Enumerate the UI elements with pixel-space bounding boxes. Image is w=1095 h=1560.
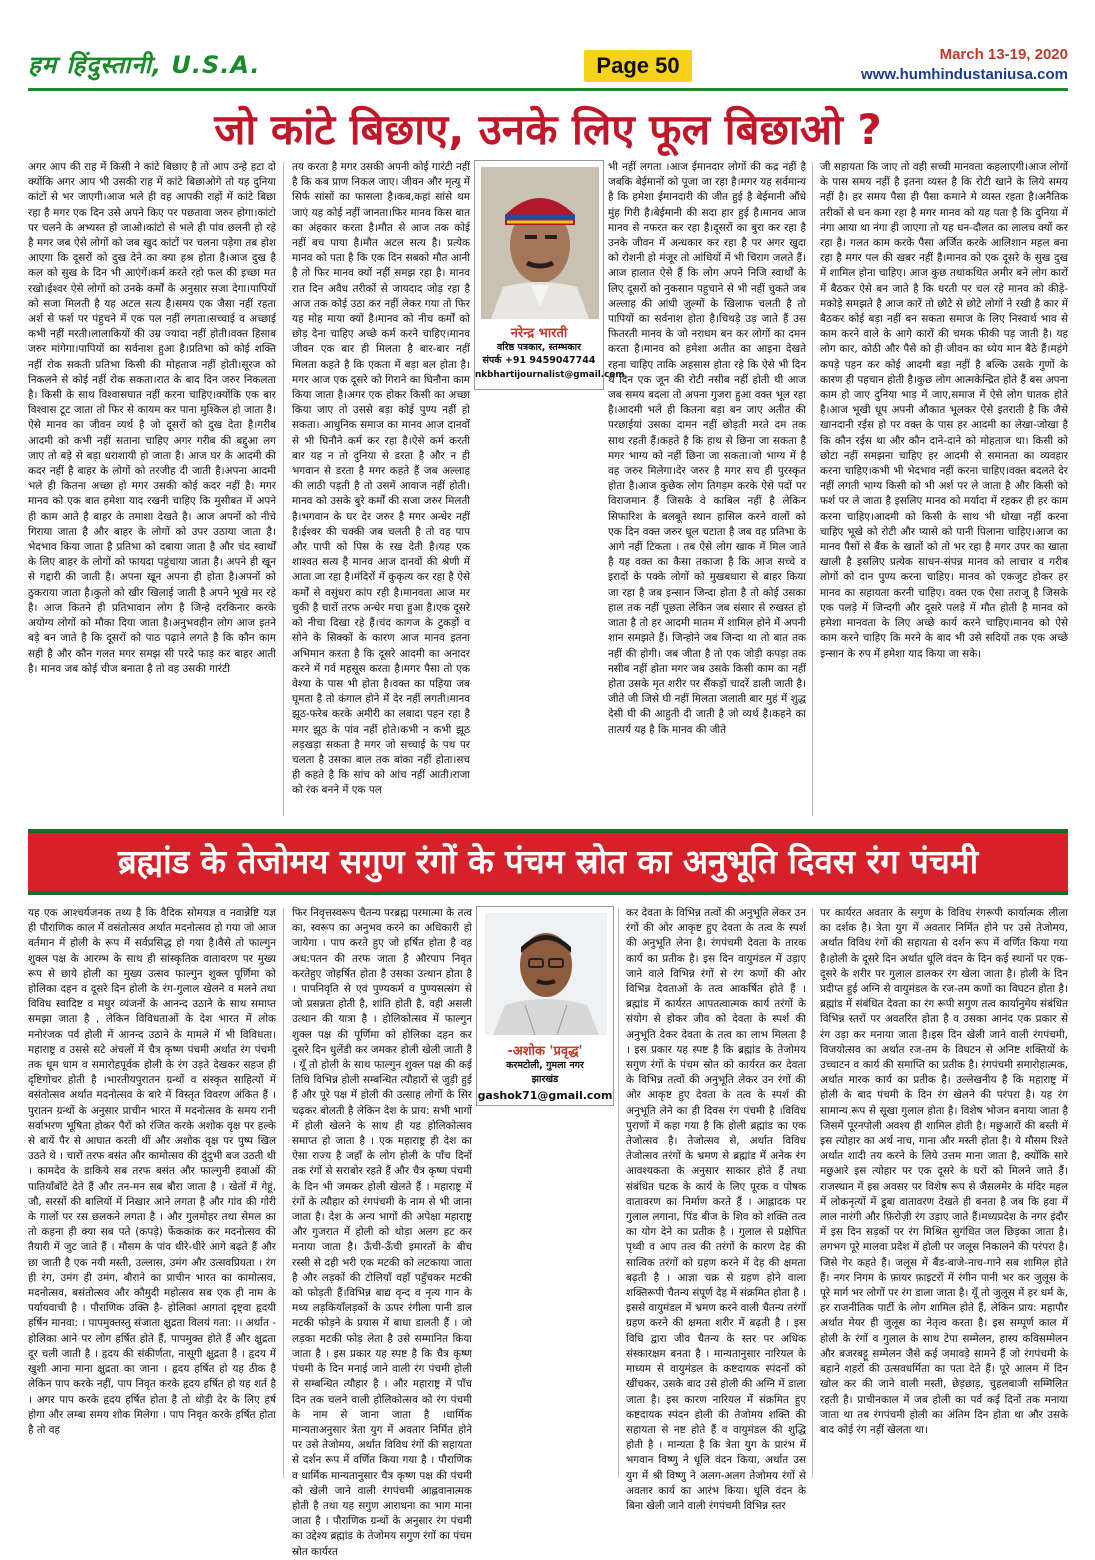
- article1-author-phone: संपर्क +91 9459047744: [482, 355, 596, 366]
- article1-column-2: तय करता है मगर उसकी अपनी कोई गारंटी नहीं है कि कब प्राण निकल जाए। जीवन और मृत्यु में सिर्फ सांसों का फासला है।कब,कहां सांसे थम जाएं यह कोई नहीं जानता।फिर मानव किस बात का अंहकार करता है।मौत से आज तक कोई नहीं बच पाया है।मौत अटल सत्य है। प्रत्येक मानव को पता है कि एक दिन सबको मौत आनी है तो फिर मानव क्यों नहीं समझ रहा है। मानव रात दिन अवैध तरीकों से जायदाद जोड़ रहा है आज तक कोई उठा कर नहीं लेकर गया तो फिर यह मोह माया क्यों है।मानव को नीच कर्मों को छोड़ देना चाहिए अच्छे कर्म करने चाहिए।मानव जीवन एक बार ही मिलता है बार-बार नहीं मिलता कहते है कि एकता में बड़ा बल होता है। मगर आज एक दूसरे को गिराने का घिनौना काम किया जाता है।अगर एक होकर किसी का अच्छा किया जाए तो उससे बड़ा कोई पुण्य नहीं हो सकता। आधुनिक समाज का मानव आज दानवों से भी घिनौने कर्म कर रहा है।ऐसे कर्म करती बार यह न तो दुनिया से डरता है और न ही भगवान से डरता है मगर कहते हैं जब अल्लाह की लाठी पड़ती है तो उसमें आवाज नहीं होती।मानव को उसके बुरे कर्मों की सजा जरुर मिलती है।भगवान के घर देर जरुर है मगर अन्धेर नहीं है।ईश्वर की चक्की जब चलती है तो वह पाप और पापी को पिस के रख देती है।यह एक शाश्वत सत्य है मानव आज दानवों की श्रेणी में आता जा रहा है।मंदिरों में कुकृत्य कर रहा है ऐसे कर्मों से वसुंधरा कांप रही है।मानवता आज मर चुकी है चारों तरफ अन्धेर मचा हुआ है।एक दूसरे को नीचा दिखा रहे हैं।चंद कागज के टुकड़ों व सोने के सिक्कों के कारण आज मानव इतना अभिमान करता है कि दूसरे आदमी का अनादर करने में गर्व महसूस करता है।मगर पैसा तो एक वेश्या के पास भी होता है।वक्त का पहिया जब घूमता है तो कंगाल होने में देर नहीं लगती।मानव झूठ-फरेब करके अमीरी का लबादा पहन रहा है मगर झूठ के पांव नहीं होते।कभी न कभी झूठ लड़खड़ा सकता है मगर जो सच्चाई के पथ पर चलता है उसका बाल तक बांका नहीं होता।सच ही कहते है कि सांच को आंच नहीं आती।राजा को रंक बनने में एक पल: [292, 161, 470, 797]
- column-divider: [283, 908, 284, 1478]
- article1-author-designation: वरिष्ठ पत्रकार, स्तम्भकार: [496, 342, 581, 353]
- column-divider: [618, 908, 619, 1478]
- article1-headline: जो कांटे बिछाए, उनके लिए फूल बिछाओ ?: [214, 105, 882, 154]
- article1-author-email: nkbhartijournalist@gmail.com: [475, 370, 625, 380]
- page-number: Page 50: [584, 50, 692, 82]
- column-divider: [812, 162, 813, 816]
- article1-column-3: भी नहीं लगता ।आज ईमानदार लोगों की कद्र नहीं है जबकि बेईमानों को पूजा जा रहा है।मगर यह सर्वमान्य है कि हमेशा ईमानदारी की जीत हुई है बेईमानी औंधे मुंह गिरी है।बेईमानी की सदा हार हुई है।मानव आज मानव से नफरत कर रहा है।दूसरों का बुरा कर रहा है उनके जीवन में अन्धकार कर रहा है पर अगर खुदा को रोशनी हो मंजूर तो आंधियों में भी चिराग जलते हैं।आज हालात ऐसे हैं कि लोग अपने निजि स्वार्थों के लिए दूसरों को नुकसान पहुचाने से भी नहीं चुकते जब अल्लाह की आंधी ज़ुल्मों के खिलाफ चलती है तो पापियों का सर्वनाश होता है।चिथड़े उड़ जाते हैं उस फितरती मानव के जो नराधम बन कर लोगों का दमन करता है।मानव को हमेशा अतीत का आइना देखते रहना चाहिए ताकि अहसास होता रहे कि ऐसे भी दिन थे दिन एक जून की रोटी नसीब नहीं होती थी आज जब समय बदला तो अपना गुजरा हुआ वक्त भूल रहा है।आदमी भले ही कितना बड़ा बन जाए अतीत की परछाईयां उसका दामन नहीं छोड़ती मरते दम तक साथ रहती हैं।कहते है कि हाथ से छिना जा सकता है मगर भाग्य को नहीं छिना जा सकता।जो भाग्य में है वह जरुर मिलेगा।देर जरुर है मगर सच ही पुरस्कृत होता है।आज कुछेक लोग तिगड़म करके ऐसे पदों पर विराजमान हैं जिसके वे काबिल नहीं है लेकिन सिफारिश के बलबूते स्थान हासिल करने वालों को एक दिन वक्त जरुर धूल चटाता है जब वह प्रतिभा के आगे नहीं टिकता । तब ऐसे लोग खाक में मिल जाते है यह वक्त का कैसा तकाजा है कि आज सच्चे व इरादों के पक्के लोगों को मुखबधारा से बाहर किया जा रहा है जब इन्सान जिन्दा होता है तो कोई उसका हाल तक नहीं पूछता लेकिन जब संसार से रुखस्त हो जाता है तो हर आदमी मातम में शामिल होने में अपनी शान समझते हैं। जिन्होने जब जिन्दा था तो बात तक नहीं की होगी। जब जीता है तो एक जोड़ी कपड़ा तक नसीब नहीं होता मगर जब उसके किसी काम का नहीं होता उसके मृत शरीर पर सैंकड़ों चादरें डाली जाती है।जीते जी जिसे घी नहीं मिलता जलाती बार मुहं में शुद्ध देसी घी की आहुती दी जाती है जो व्यर्थ है।कहने का तात्पर्य यह है कि मानव की जीते: [608, 161, 806, 736]
- article1-author-box: [474, 160, 625, 390]
- article2-author-email: gashok71@gmail.com: [477, 1089, 613, 1102]
- article1-column-4: जी सहायता कि जाए तो वही सच्ची मानवता कहलाएगी।आज लोगों के पास समय नहीं है इतना व्यस्त है कि रोटी खाने के लिये समय नहीं है। हर समय पैसा ही पैसा कमाने मे व्यस्त रहता है।अनैतिक तरीकों से धन कमा रहा है मगर मानव को यह पता है कि दुनिया में नंगा आया था नंगा ही जाएगा तो यह धन-दौलत का लालच क्यों कर रहा है। गलत काम करके पैसा अर्जित करके आलिशान महल बना रहा है मगर पल की खबर नहीं है।मानव को एक दूसरे के सुख दुख में शामिल होना चाहिए। आज कुछ तथाकथित अमीर बने लोग कारों में बैठकर ऐसे बन जाते है कि धरती पर चल रहे मानव को कीड़े-मकोड़े समझते है आज कारें तो छोटे से छोटे लोगों ने रखी है कार में बैठकर कोई बड़ा नहीं बन सकता समाज के लिए निस्वार्थ भाव से काम करने वाले के आगे कारों की चमक फीकी पड़ जाती है। यह लोग कार, कोठी और पैसे को ही जीवन का ध्येय मान बैठे हैं।महंगे कपड़े पहन कर कोई आदमी बड़ा नहीं है बल्कि उसके गुणों के कारण ही पहचान होती है।कुछ लोग आत्मकेन्द्रित होते हैं बस अपना काम हो जाए दुनिया भाड़ में जाए,समाज में ऐसे लोग घातक होते है।आज भूखी धूप अपनी औकात भूलकर ऐसे इतराती है कि जैसे खानदानी रईस हो पर वक्त के पास हर आदमी का लेखा-जोखा है कि कौन रईस था और कौन दाने-दाने को मोहताज था। किसी को छोटा नहीं समझना चाहिए हर आदमी से समानता का व्यवहार करना चाहिए।कभी भी भेदभाव नहीं करना चाहिए।वक्त बदलते देर नहीं लगती भाग्य किसी को भी अर्श पर ले जाता है और किसी को फर्श पर ले जाता है इसलिए मानव को मर्यादा में रहकर ही हर काम करना चाहिए।आदमी को किसी के साथ भी धोखा नहीं करना चाहिए भूखे को रोटी और प्यासे को पानी पिलाना चाहिए।आज का मानव पैसों से बैंक के खातों को तो भर रहा है मगर उपर का खाता खाली है इसलिए प्रत्येक साधन-संपन्न मानव को लाचार व गरीब लोगों को दान पुण्य करना चाहिए। मानव को एकजुट होकर हर मानव का सहायता करनी चाहिए। वक्त एक ऐसा तराजू है जिसके एक पलड़े में जिन्दगी और दूसरे पलड़े में मौत होती है मानव को हमेशा मानवता के लिए अच्छे कार्य करने चाहिए।मानव को ऐसे काम करने चाहिए कि मरने के बाद भी उसे सदियों तक एक अच्छे इन्सान के रुप में हमेशा याद किया जा सके।: [820, 161, 1068, 660]
- author-photo: [485, 913, 607, 1035]
- column-divider: [283, 162, 284, 816]
- article1-column-1: अगर आप की राह में किसी ने कांटे बिछाए है तो आप उन्हे हटा दो क्योंकि अगर आप भी उसकी राह में कांटे बिछाओगे तो यह दुनिया कांटों से भर जाएगी।आज भले ही वह आपकी राहों में कांटे बिछा रहा है मगर एक दिन उसे अपने किए पर पछतावा जरुर होगा।कांटो पर चलने के अभ्यस्त हो जाओ।कांटो से भले ही पांव छलनी हो रहे है मगर जब ऐसे लोगों को जब खुद कांटों पर चलना पड़ेगा तब होश आएगा कि दूसरों को दुख देने का क्या हश्र होता है।आज दुख है कल को सुख के दिन भी आएंगें।कर्म करते रहो फल की इच्छा मत रखो।ईश्वर ऐसे लोगों को उनके कर्मों के अनुसार सजा देगा।पापियों को सजा मिलती है यह अटल सत्य है।समय एक जैसा नहीं रहता अर्श से फर्श पर पंहुचने में एक पल नहीं लगता।सच्चाई व अच्छाई कभी नहीं मरती।लालाकियों की उम्र ज्यादा नहीं होती।वक्त हिसाब जरुर मांगेगा।पापियों का सर्वनाश हुआ है।प्रतिभा को कोई शक्ति नहीं रोक सकती प्रतिभा किसी की मोहताज नहीं होती।सूरज को निकलने से कोई नहीं रोक सकता।रात के बाद दिन जरुर निकलता है। किसी के साथ विश्वासघात नहीं करना चाहिए।क्योंकि एक बार विश्वास टूट जाता तो फिर से कायम कर पाना मुश्किल हो जाता है।ऐसे मानव का जीवन व्यर्थ है जो दूसरों को दुख देता है।गरीब आदमी को कभी नहीं सताना चाहिए अगर गरीब की बद्दुआ लग जाए तो बड़े से बड़ा धराशायी हो जाता है। आज घर के आदमी की कदर नहीं है बाहर के लोगों को तरजीह दी जाती है।अपना आदमी भले ही कितना अच्छा हो मगर उसकी कोई कदर नहीं है। मगर मानव को एक बात हमेशा याद रखनी चाहिए कि मुसीबत में अपने ही काम आते है बाहर के तमाशा देखते है। आज अपनों को नीचे गिराया जाता है और बाहर के लोगों को उपर उठाया जाता है।भेदभाव किया जाता है प्रतिभा को दबाया जाता है और चंद स्वार्थों के लिए बाहर के लोगों को फायदा पहुंचाया जाता है। अपने ही खून से गद्दारी की जाती है। अपना खून अपना ही होता है।अपनों को ठुकराया जाता है।कुतो को खीर खिलाई जाती है अपने भूखे मर रहे है। आज कितने ही प्रतिभावान लोग है जिन्हे दरकिनार करके अयोग्य लोगों को मौका दिया जाता है।अनुभवहीन लोग आज इतने बड़े बन जाते है कि दूसरों को पाठ पढ़ाने लगते है कि कौन काम सही है और कौन गलत मगर समझ सी परदे फाड़ कर बाहर आती है। मानव जब कोई चीज बनाता है तो वह उसकी गारंटी: [28, 161, 276, 675]
- masthead: [28, 46, 1068, 86]
- article2-author-address-1: करमटोली, गुमला नगर: [506, 1060, 584, 1071]
- article2-author-address-2: झारखंड: [531, 1074, 559, 1085]
- article2-headline: ब्रह्मांड के तेजोमय सगुण रंगों के पंचम स्रोत का अनुभूति दिवस रंग पंचमी: [117, 842, 979, 881]
- article2-headline-bar: [28, 829, 1068, 895]
- website-link[interactable]: www.humhindustaniusa.com: [861, 66, 1068, 83]
- author-portrait-image: [481, 167, 599, 319]
- column-divider: [812, 908, 813, 1478]
- article2-column-4: पर कार्यरत अवतार के सगुण के विविध रंगरूपी कार्यात्मक लीला का दर्शक है। त्रेता युग में अवतार निर्मित होने पर उसे तेजोमय, अर्थात विविध रंगों की सहायता से दर्शन रूप में वर्णित किया गया है।होली के दूसरे दिन अर्थात धूलि वंदन के दिन कई स्थानों पर एक-दूसरे के शरीर पर गुलाल डालकर रंग खेला जाता है। होली के दिन प्रदीप्त हुई अग्नि से वायुमंडल के रज-तम कणों का विघटन होता है। ब्रह्मांड में संबंधित देवता का रंग रूपी सगुण तत्व कार्यानुमेय संबंधित विभिन्न स्तरों पर अवतरित होता है व उसका आनंद एक प्रकार से रंग उड़ा कर मनाया जाता है।इस दिन खेली जाने वाली रंगपंचमी, विजयोत्सव का अर्थात रज-तम के विघटन से अनिष्ट शक्तियों के उच्चाटन व कार्य की समाप्ति का प्रतीक है। रंगपंचमी समारोहात्मक, अर्थात मारक कार्य का प्रतीक है। उल्लेखनीय है कि महाराष्ट्र में होली के बाद पंचमी के दिन रंग खेलने की परंपरा है। यह रंग सामान्य रूप से सूखा गुलाल होता है। विशेष भोजन बनाया जाता है जिसमें पूरनपोली अवश्य ही शामिल होती है। मछुआरों की बस्ती में इस त्योहार का अर्थ नाच, गाना और मस्ती होता है। ये मौसम रिश्ते अर्थात शादी तय करने के लिये उत्तम माना जाता है, क्योंकि सारे मछुआरे इस त्योहार पर एक दूसरे के घरों को मिलने जाते हैं।राजस्थान में इस अवसर पर विशेष रूप से जैसलमेर के मंदिर महल में लोकनृत्यों में डूबा वातावरण देखते ही बनता है जब कि हवा में लाल नारंगी और फ़िरोज़ी रंग उड़ाए जाते हैं।मध्यप्रदेश के नगर इंदौर में इस दिन सड़कों पर रंग मिश्रित सुगंधित जल छिड़का जाता है।लगभग पूरे मालवा प्रदेश में होली पर जलूस निकालने की परंपरा है। जिसे गेर कहते हैं। जलूस में बैंड-बाजे-नाच-गाने सब शामिल होते हैं। नगर निगम के फ़ायर फ़ाइटरों में रंगीन पानी भर कर जुलूस के पूरे मार्ग भर लोगों पर रंग डाला जाता है। यूँ तो जुलूस में हर धर्म के, हर राजनीतिक पार्टी के लोग शामिल होते हैं, लेकिन प्राय: महापौर अर्थात मेयर ही जुलूस का नेतृत्व करता है। इस सम्पूर्ण काल में होली के रंगों व गुलाल के साथ टेपा सम्मेलन, हास्य कविसम्मेलन और बजरबट्टू सम्मेलन जैसे कई जमावड़े सामने हैं जो रंगपंचमी के बहाने शहरों की उत्सवधर्मिता का पता देते हैं। पूरे आलम में दिन खोल कर की जाने वाली मस्ती, छेड़छाड़, चुहलबाजी सम्मिलित रहती है। प्राचीनकाल में जब होली का पर्व कई दिनों तक मनाया जाता था तब रंगपंचमी होली का अंतिम दिन होता था और उसके बाद कोई रंग नहीं खेलता था।: [820, 907, 1068, 1436]
- article2-author-box: [476, 906, 614, 1106]
- masthead-rule: [28, 88, 1068, 91]
- author-photo: [481, 167, 599, 319]
- article2-column-2: फिर निवृत्तस्वरूप चैतन्य परब्रह्म परमात्मा के तत्व का, स्वरूप का अनुभव करने का अधिकारी हो जायेगा । पाप करते हुए जो हर्षित होता है वह अध:पतन की तरफ जाता है औरपाप निवृत करतेहुए जोहर्षित होता है उसका उत्थान होता है । पापनिवृति से एवं पुण्यकर्म व पुण्यसत्संग से जो प्रसन्नता होती है, शांति होती है, वही असली उत्थान की यात्रा है । होलिकोत्सव में फाल्गुन शुक्ल पक्ष की पूर्णिमा को होलिका दहन कर दूसरे दिन धुलेंडी कर जमकर होली खेली जाती है । यूँ तो होली के साथ फाल्गुन शुक्ल पक्ष की कई तिथि विभिन्न होली सम्बन्धित त्यौहारों से जुड़ी हुई हैं और पूरे पक्ष में होली की उत्साह लोगों के सिर चढ़कर बोलती है लेकिन देश के प्राय: सभी भागों में होली खेलने के साथ ही यह होलिकोत्सव समाप्त हो जाता है । एक महाराष्ट्र ही देश का ऐसा राज्य है जहाँ के लोग होली के पाँच दिनों तक रंगों से सराबोर रहते हैं और चैत्र कृष्ण पंचमी के दिन भी जमकर होली खेलते हैं । महाराष्ट्र में रंगों के त्यौहार को रंगपंचमी के नाम से भी जाना जाता है। देश के अन्य भागों की अपेक्षा महाराष्ट्र और गुजरात में होली को थोड़ा अलग हट कर मनाया जाता है। ऊँची-ऊँची इमारतों के बीच रस्सी से दही भरी एक मटकी को लटकाया जाता है और लड़कों की टोलियाँ वहाँ पहुँचकर मटकी को फोड़ती हैं।विभिन्न बाद्य वृन्द व नृत्य गान के मध्य लड़कियाँलड़कों के ऊपर रंगीला पानी डाल मटकी फोड़ने के प्रयास में बाधा डालती हैं । जो लड़का मटकी फोड़ लेता है उसे सम्मानित किया जाता है । इस प्रकार यह स्पष्ट है कि चैत्र कृष्ण पंचमी के दिन मनाई जाने वाली रंग पंचमी होली से सम्बन्धित त्यौहार है । और महाराष्ट्र में पाँच दिन तक चलने वाली होलिकोत्सव को रंग पंचमी के नाम से जाना जाता है ।धार्मिक मान्यताअनुसार त्रेता युग में अवतार निर्मित होने पर उसे तेजोमय, अर्थात विविध रंगों की सहायता से दर्शन रूप में वर्णित किया गया है । पौराणिक व धार्मिक मान्यतानुसार चैत्र कृष्ण पक्ष की पंचमी को खेली जाने वाली रंगपंचमी आह्लवानात्मक होती है तथा यह सगुण आराधना का भाग माना जाता है । पौराणिक ग्रन्थों के अनुसार रंग पंचमी का उद्देश्य ब्रह्मांड के तेजोमय सगुण रंगों का पंचम स्रोत कार्यरत: [292, 907, 472, 1558]
- article2-author-name: -अशोक 'प्रवृद्ध': [507, 1044, 583, 1059]
- newspaper-name: हम हिंदुस्तानी, U.S.A.: [28, 51, 261, 79]
- author-portrait-image: [485, 913, 607, 1035]
- article2-column-1: यह एक आश्चर्यजनक तथ्य है कि वैदिक सोमयज्ञ व नवान्नेष्टि यज्ञ ही पौराणिक काल में वसंतोत्सव अर्थात मदनोत्सव हो गया जो आज वर्तमान में होली के रूप में सर्वप्रसिद्ध हो गया है।वैसे तो फाल्गुन शुक्ल पक्ष के आरम्भ के साथ ही सांस्कृतिक वातावरण पर मुख्य रूप से छाये होली का मुख्य उत्सव फाल्गुन शुक्ल पूर्णिमा को होलिका दहन व दूसरे दिन होली के रंग-गुलाल खेलने व मलने तथा विविध स्वादिष्ट व मधुर व्यंजनों के आनन्द उठाने के साथ समाप्त समझा जाता है , लेकिन विविधताओं के देश भारत में लोक मनोरंजक पर्व होली में आनन्द उठाने के मामले में भी विविधता।महाराष्ट्र व उससे सटे अंचलों में चैत्र कृष्ण पंचमी अर्थात रंग पंचमी तक धूम धाम व समारोहपूर्वक होली के रंग उड़ते देखकर सहज ही दृष्टिगोचर होती है ।भारतीयपुरातन ग्रन्थों व संस्कृत साहित्यों में वसंतोत्सव अर्थात मदनोत्सव के बारे में विस्तृत विवरण अंकित हैं । पुरातन ग्रन्थों के अनुसार प्राचीन भारत में मदनोत्सव के समय रानी सर्वाभरण भूषिता होकर पैरों को रंजित करके अशोक वृक्ष पर हल्के से बायें पैर से आघात करती थीं और अशोक वृक्ष पर पुष्प खिल उठते थे । चारों तरफ बसंत और कामोत्सव की दुंदुभी बज उठती थी । कामदेव के डाकिये सब तरफ बसंत और फाल्गुनी हवाओं की पातियाँबाँटे देते हैं और तन-मन सब बौरा जाता है । खेतों में गेहूं, जौ, सरसों की बालियों में निखार आने लगता है और गांव की गोरी के गालों पर रस छलकने लगता है । और गुलमोहर तथा सेमल का तो कहना ही क्या सब पते (कपड़े) फेंककांक कर मदनोत्सव की तैयारी में जुट जाते हैं । मौसम के पांव धीरे-धीरे आगे बढ़ते हैं और छा जाती है एक नयी मस्ती, उल्लास, उमंग और उत्सवप्रियता । रंग ही रंग, उमंग ही उमंग, बौराने का प्राचीन भारत का कामोत्सव, मदनोत्सव, बसंतोत्सव और कौमुदी महोत्सव सब एक ही नाम के पर्यायवाची है । पौराणिक उक्ति है- होलिकां आगतां दृष्ट्वा हृदयी हर्षिन मानवा: । पापमुक्तस्तु संजाता क्षुद्रता विलयं गता: ।। अर्थात - होलिका आने पर लोग हर्षित होते हैं, पापमुक्त होते हैं और क्षुद्रता दूर चली जाती है । हृदय की संकीर्णता, नासूगी क्षुद्रता है । हृदय में खुशी आना माना क्षुद्रता का जाना । हृदय हर्षित हो यह ठीक है लेकिन पाप करके नहीं, पाप निवृत करके हृदय हर्षित हो यह शर्त है । अगर पाप करके हृदय हर्षित होता है तो थोड़ी देर के लिए हर्ष होगा और लम्बा समय शोक मिलेगा । पाप निवृत करके हर्षित होता है तो वह: [28, 907, 276, 1436]
- article1-author-name: नरेन्द्र भारती: [510, 326, 568, 341]
- issue-date: March 13-19, 2020: [939, 46, 1068, 63]
- article2-column-3: कर देवता के विभिन्न तत्वों की अनुभूति लेकर उन रंगों की ओर आकृष्ट हुए देवता के तत्व के स्पर्श की अनुभूति लेना है। रंगपंचमी देवता के तारक कार्य का प्रतीक है। इस दिन वायुमंडल में उड़ाए जाने वाले विभिन्न रंगों से रंग कणों की ओर विभिन्न देवताओं के तत्व आकर्षित होते हैं । ब्रह्मांड में कार्यरत आपतत्वात्मक कार्य तरंगों के संयोग से होकर जीव को देवता के स्पर्श की अनुभूति देकर देवता के तत्व का लाभ मिलता है । इस प्रकार यह स्पष्ट है कि ब्रह्मांड के तेजोमय सगुण रंगों के पंचम स्रोत को कार्यरत कर देवता के विभिन्न तत्वों की अनुभूति लेकर उन रंगों की ओर आकृष्ट हुए देवता के तत्व के स्पर्श की अनुभूति लेने का ही दिवस रंग पंचमी है ।विविध पुराणों में कहा गया है कि होली ब्रह्मांड का एक तेजोत्सव है। तेजोत्सव से, अर्थात विविध तेजोत्सव तरंगों के भ्रमण से ब्रह्मांड में अनेक रंग आवश्यकता के अनुसार साकार होते हैं तथा संबंधित घटक के कार्य के लिए पूरक व पोषक वातावरण का निर्माण करते हैं । आह्लादक पर गुलाल लगाना, पिंड बीज के शिव को शक्ति तत्व का योग देने का प्रतीक है । गुलाल से प्रक्षेपित पृथ्वी व आप तत्व की तरंगों के कारण देह की सात्विक तरंगों को ग्रहण करने में देह की क्षमता बढ़ती है । आज्ञा चक्र से ग्रहण होने वाला शक्तिरूपी चैतन्य संपूर्ण देह में संक्रमित होता है । इससे वायुमंडल में भ्रमण करने वाली चैतन्य तरंगों ग्रहण करने की क्षमता शरीर में बढ़ती है । इस विधि द्वारा जीव चैतन्य के स्तर पर अधिक संस्कारक्षम बनता है । मान्यतानुसार नारियल के माध्यम से वायुमंडल के कष्टदायक स्पंदनों को खींचकर, उसके बाद उसे होली की अग्नि में डाला जाता है। इस कारण नारियल में संक्रमित हुए कष्टदायक स्पंदन होली की तेजोमय शक्ति की सहायता से नष्ट होते हैं व वायुमंडल की शुद्धि होती है । मान्यता है कि त्रेता युग के प्रारंभ में भगवान विष्णु ने धूलि वंदन किया, अर्थात उस युग में श्री विष्णु ने अलग-अलग तेजोमय रंगों से अवतार कार्य का आरंभ किया। धूलि वंदन के बिना खेली जाने वाली रंगपंचमी विभिन्न स्तर: [626, 907, 806, 1512]
